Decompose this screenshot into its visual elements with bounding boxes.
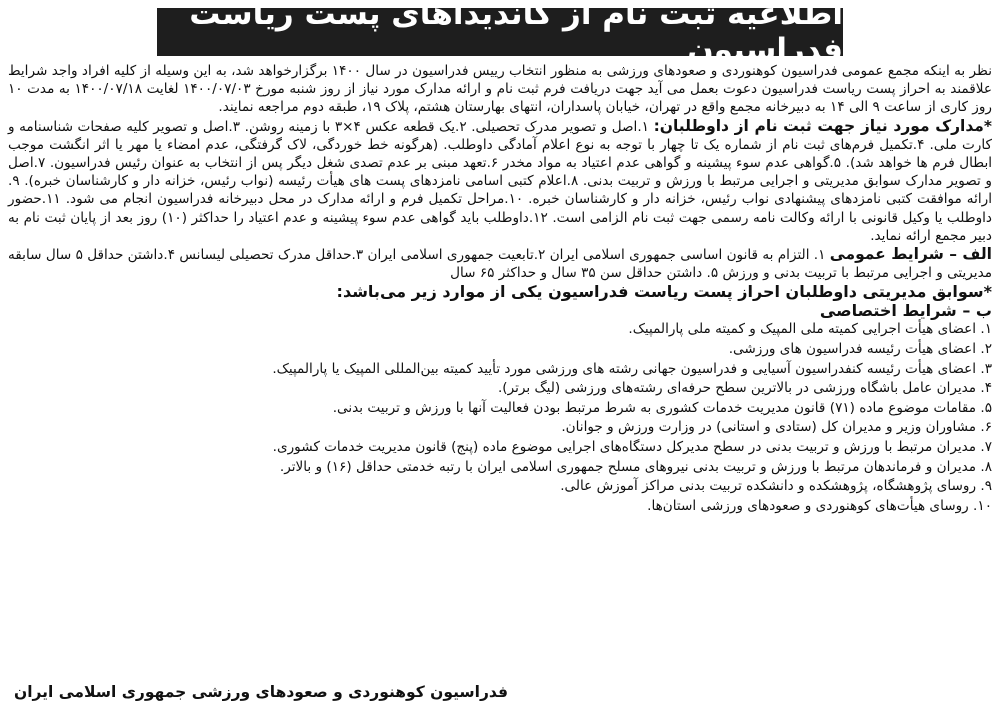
special-conditions-heading: ب – شرایط اختصاصی [819,301,992,321]
list-item: ۷. مدیران مرتبط با ورزش و تربیت بدنی در سطح مدیرکل دستگاه‌های اجرایی موضوع ماده (پنج) قانون مدیریت خدمات کشوری. [272,439,992,455]
federation-signature: فدراسیون کوهنوردی و صعودهای ورزشی جمهوری اسلامی ایران [14,683,509,701]
list-item: ۴. مدیران عامل باشگاه ورزشی در بالاترین سطح حرفه‌ای رشته‌های ورزشی (لیگ برتر). [497,380,992,397]
announcement-title: اطلاعیه ثبت نام از کاندیداهای پست ریاست فدراسیون [157,8,843,56]
general-conditions-section [8,245,992,282]
announcement-body [8,62,992,516]
list-item: ۶. مشاوران وزیر و مدیران کل (ستادی و استانی) در وزارت ورزش و جوانان. [561,419,992,436]
list-item: ۳. اعضای هیأت رئیسه کنفدراسیون آسیایی و فدراسیون جهانی رشته های ورزشی مورد تأیید کمیته بین‌المللی المپیک یا پارالمپیک. [272,360,992,377]
documents-section [8,117,992,245]
list-item: ۱۰. روسای هیأت‌های کوهنوردی و صعودهای ورزشی استان‌ها. [647,497,992,514]
special-conditions-list [8,320,992,516]
management-records-heading: *سوابق مدیریتی داوطلبان احراز پست ریاست فدراسیون یکی از موارد زیر می‌باشد: [336,282,992,302]
documents-text: ۱.اصل و تصویر مدرک تحصیلی. ۲.یک قطعه عکس ۴×۳ با زمینه روشن. ۳.اصل و تصویر کلیه صفحات شناسنامه و کارت ملی. ۴.تکمیل فرم‌های ثبت نام از شماره یک تا چهار با توجه به نوع اعلام آمادگی داوطلب. (هرگونه خط خوردگی، لاک گرفتگی، عدم امضاء یا مهر یا اثر انگشت موجب ابطال فرم ها خواهد شد). ۵.گواهی عدم سوء پیشینه و گواهی عدم اعتیاد به مواد مخدر ۶.تعهد مبنی بر عدم تصدی شغل دیگر پس از انتخاب به عنوان رئیس فدراسیون. ۷.اصل و تصویر مدارک سوابق مدیریتی و اجرایی مرتبط با ورزش و تربیت بدنی. ۸.اعلام کتبی اسامی نامزدهای پست های هیأت رئیسه (نواب رئیس، خزانه دار و کارشناسان خبره). ۹. ارائه موافقت کتبی نامزدهای پیشنهادی نواب رئیس، خزانه دار و کارشناسان خبره. ۱۰.مراحل تکمیل فرم و ارائه مدارک در محل دبیرخانه فدراسیون انجام می شود. ۱۱.حضور داوطلب یا وکیل قانونی با ارائه وکالت نامه رسمی جهت ثبت نام الزامی است. ۱۲.داوطلب باید گواهی عدم سوء پیشینه و عدم اعتیاد را حداکثر (۱۰) روز بعد از پایان ثبت نام به دبیر مجمع ارائه نماید. [8,118,993,244]
list-item: ۹. روسای پژوهشگاه، پژوهشکده و دانشکده تربیت بدنی مراکز آموزش عالی. [560,478,992,495]
list-item: ۲. اعضای هیأت رئیسه فدراسیون های ورزشی. [728,341,992,358]
general-conditions-heading: الف – شرایط عمومی [829,245,992,264]
general-conditions-text: ۱. التزام به قانون اساسی جمهوری اسلامی ایران ۲.تابعیت جمهوری اسلامی ایران ۳.حداقل مدرک تحصیلی لیسانس ۴.داشتن حداقل ۵ سال سابقه مدیریتی و اجرایی مرتبط با تربیت بدنی و ورزش ۵. داشتن حداقل سن ۳۵ سال و حداکثر ۶۵ سال [8,247,992,282]
list-item: ۱. اعضای هیأت اجرایی کمیته ملی المپیک و کمیته ملی پارالمپیک. [628,321,992,338]
list-item: ۵. مقامات موضوع ماده (۷۱) قانون مدیریت خدمات کشوری به شرط مرتبط بودن فعالیت آنها با ورزش و تربیت بدنی. [332,399,992,416]
documents-heading: *مدارک مورد نیاز جهت ثبت نام از داوطلبان: [653,116,992,135]
list-item: ۸. مدیران و فرماندهان مرتبط با ورزش و تربیت بدنی نیروهای مسلح جمهوری اسلامی ایران با رتبه خدمتی حداقل (۱۶) و بالاتر. [279,458,992,475]
intro-paragraph: نظر به اینکه مجمع عمومی فدراسیون کوهنوردی و صعودهای ورزشی به منظور انتخاب رییس فدراسیون در سال ۱۴۰۰ برگزارخواهد شد، به این وسیله از کلیه افراد واجد شرایط علاقمند به احراز پست ریاست فدراسیون دعوت بعمل می آید جهت دریافت فرم ثبت نام و ارائه مدارک مورد نیاز از روز شنبه مورخ ۱۴۰۰/۰۷/۰۳ لغایت ۱۴۰۰/۰۷/۱۸ به مدت ۱۰ روز کاری از ساعت ۹ الی ۱۴ به دبیرخانه مجمع واقع در تهران، خیابان پاسداران، انتهای بهارستان هشتم، پلاک ۱۹، طبقه دوم مراجعه نمایند. [8,63,993,116]
